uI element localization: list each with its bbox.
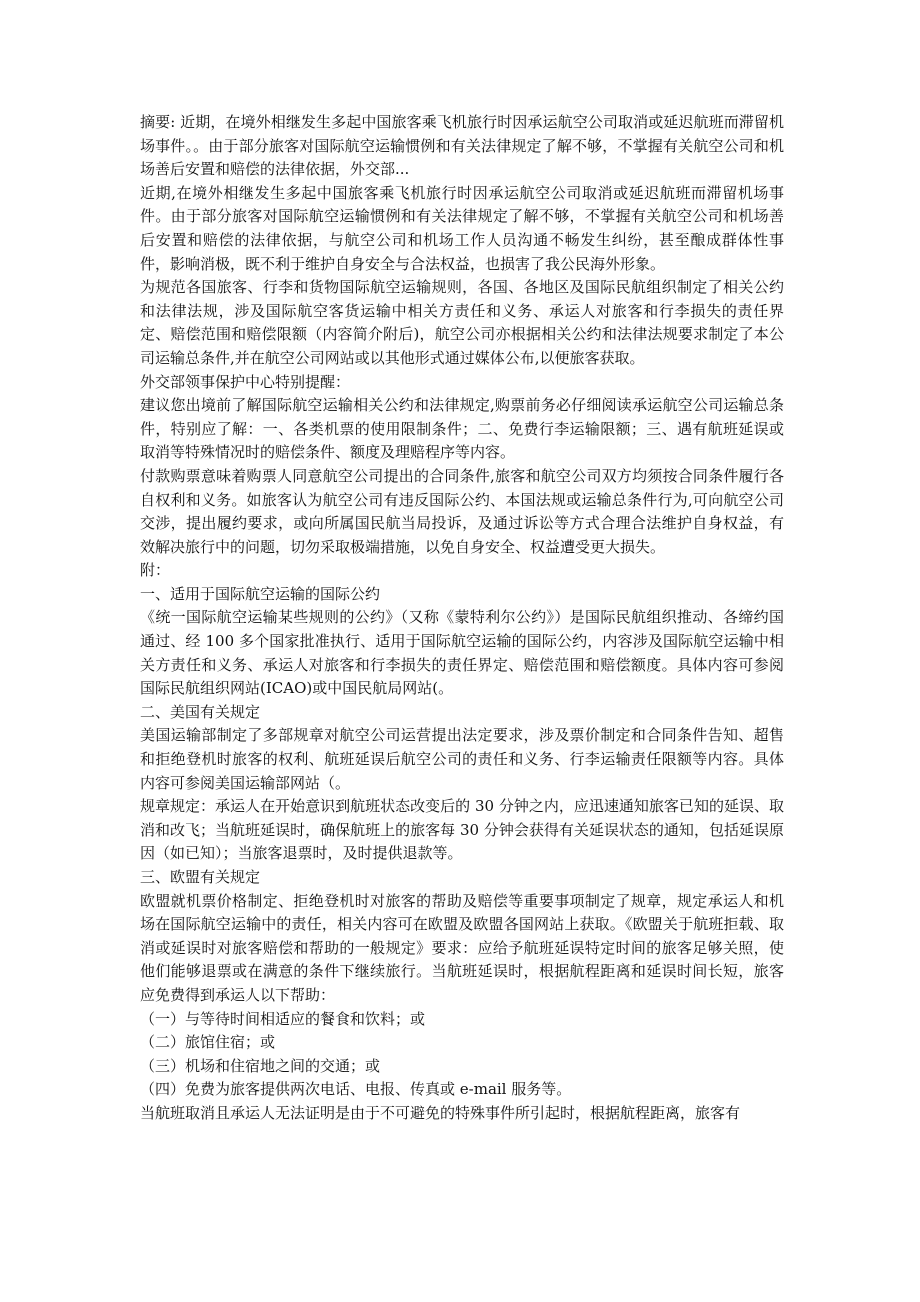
cancellation-paragraph: 当航班取消且承运人无法证明是由于不可避免的特殊事件所引起时，根据航程距离，旅客有 bbox=[140, 1103, 741, 1122]
document-body bbox=[140, 111, 784, 1126]
section-heading-2: 二、美国有关规定 bbox=[140, 702, 261, 721]
us-dot-paragraph: 美国运输部制定了多部规章对航空公司运营提出法定要求，涉及票价制定和合同条件告知、超售和拒绝登机时旅客的权利、航班延误后航空公司的责任和义务、行李运输责任限额等内容。具体内容可参阅美国运输部网站（。 bbox=[140, 726, 784, 792]
eu-item-2: （二）旅馆住宿；或 bbox=[140, 1033, 276, 1052]
montreal-convention-paragraph: 《统一国际航空运输某些规则的公约》（又称《蒙特利尔公约》）是国际民航组织推动、各缔约国通过、经 100 多个国家批准执行、适用于国际航空运输的国际公约，内容涉及国际航空运输中相关方责任和义务、承运人对旅客和行李损失的责任界定、赔偿范围和赔偿额度。具体内容可参阅国际民航组织网站(ICAO)或中国民航局网站(。 bbox=[140, 608, 784, 698]
eu-item-4: （四）免费为旅客提供两次电话、电报、传真或 e-mail 服务等。 bbox=[140, 1080, 572, 1099]
reminder-heading: 外交部领事保护中心特别提醒： bbox=[140, 372, 351, 391]
appendix-label: 附： bbox=[140, 561, 171, 580]
section-heading-1: 一、适用于国际航空运输的国际公约 bbox=[140, 584, 381, 603]
section-heading-3: 三、欧盟有关规定 bbox=[140, 868, 261, 886]
eu-item-1: （一）与等待时间相适应的餐食和饮料；或 bbox=[140, 1009, 426, 1028]
abstract-paragraph: 摘要: 近期，在境外相继发生多起中国旅客乘飞机旅行时因承运航空公司取消或延迟航班而滞留机场事件。。由于部分旅客对国际航空运输惯例和有关法律规定了解不够，不掌握有关航空公司和机场善后安置和赔偿的法律依据，外交部... bbox=[140, 113, 784, 179]
advice-paragraph: 建议您出境前了解国际航空运输相关公约和法律规定,购票前务必仔细阅读承运航空公司运输总条件，特别应了解：一、各类机票的使用限制条件；二、免费行李运输限额；三、遇有航班延误或取消等特殊情况时的赔偿条件、额度及理赔程序等内容。 bbox=[140, 396, 784, 462]
contract-paragraph: 付款购票意味着购票人同意航空公司提出的合同条件,旅客和航空公司双方均须按合同条件履行各自权利和义务。如旅客认为航空公司有违反国际公约、本国法规或运输总条件行为,可向航空公司交涉，提出履约要求，或向所属国民航当局投诉，及通过诉讼等方式合理合法维护自身权益，有效解决旅行中的问题，切勿采取极端措施，以免自身安全、权益遭受更大损失。 bbox=[140, 466, 784, 556]
regulations-paragraph: 为规范各国旅客、行李和货物国际航空运输规则，各国、各地区及国际民航组织制定了相关公约和法律法规，涉及国际航空客货运输中相关方责任和义务、承运人对旅客和行李损失的责任界定、赔偿范围和赔偿限额（内容简介附后)，航空公司亦根据相关公约和法律法规要求制定了本公司运输总条件,并在航空公司网站或以其他形式通过媒体公布,以便旅客获取。 bbox=[140, 278, 784, 367]
eu-item-3: （三）机场和住宿地之间的交通；或 bbox=[140, 1056, 381, 1075]
us-rules-paragraph: 规章规定：承运人在开始意识到航班状态改变后的 30 分钟之内，应迅速通知旅客已知的延误、取消和改飞；当航班延误时，确保航班上的旅客每 30 分钟会获得有关延误状态的通知，包括延误原因（如已知）；当旅客退票时，及时提供退款等。 bbox=[140, 797, 784, 863]
intro-paragraph: 近期,在境外相继发生多起中国旅客乘飞机旅行时因承运航空公司取消或延迟航班而滞留机场事件。由于部分旅客对国际航空运输惯例和有关法律规定了解不够，不掌握有关航空公司和机场善后安置和赔偿的法律依据，与航空公司和机场工作人员沟通不畅发生纠纷，甚至酿成群体性事件，影响消极，既不利于维护自身安全与合法权益，也损害了我公民海外形象。 bbox=[140, 183, 784, 273]
eu-paragraph: 欧盟就机票价格制定、拒绝登机时对旅客的帮助及赔偿等重要事项制定了规章，规定承运人和机场在国际航空运输中的责任，相关内容可在欧盟及欧盟各国网站上获取。《欧盟关于航班拒载、取消或延误时对旅客赔偿和帮助的一般规定》要求：应给予航班延误特定时间的旅客足够关照，使他们能够退票或在满意的条件下继续旅行。当航班延误时，根据航程距离和延误时间长短，旅客应免费得到承运人以下帮助： bbox=[140, 891, 784, 1004]
